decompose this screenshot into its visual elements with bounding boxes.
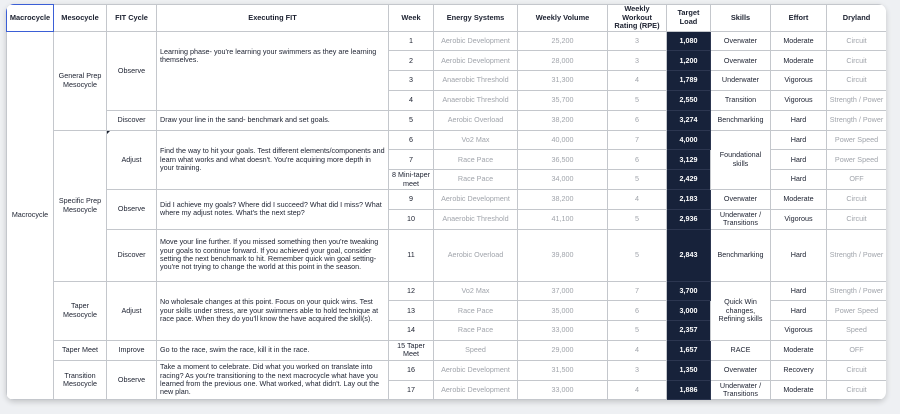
load-cell[interactable]: 1,350 [667,360,711,380]
mesocycle-taper[interactable]: Taper Mesocycle [54,281,107,340]
week-cell[interactable]: 16 [389,360,434,380]
skills-cell[interactable]: Benchmarking [711,110,771,130]
header-dryland[interactable]: Dryland [827,5,887,32]
skills-cell[interactable]: Underwater [711,71,771,91]
rpe-cell[interactable]: 5 [608,170,667,190]
volume-cell[interactable]: 41,100 [518,209,608,229]
table-row[interactable] [7,31,887,51]
executing-fit-1[interactable]: Learning phase- you're learning your swimmers as they are learning themselves. [157,31,389,110]
energy-cell[interactable]: Race Pace [434,301,518,321]
effort-cell[interactable]: Moderate [771,340,827,360]
mesocycle-general-prep[interactable]: General Prep Mesocycle [54,31,107,130]
fit-observe-1[interactable]: Observe [107,31,157,110]
header-row [7,5,887,32]
rpe-cell[interactable]: 5 [608,229,667,281]
fit-cycle-table [6,4,886,400]
dryland-cell[interactable]: OFF [827,170,887,190]
rpe-cell[interactable]: 5 [608,209,667,229]
load-cell[interactable]: 1,080 [667,31,711,51]
fit-adjust-2[interactable]: Adjust [107,281,157,340]
effort-cell[interactable]: Vigorous [771,321,827,341]
dryland-cell[interactable]: Circuit [827,360,887,380]
effort-cell[interactable]: Moderate [771,380,827,400]
energy-cell[interactable]: Anaerobic Threshold [434,90,518,110]
skills-cell[interactable]: Benchmarking [711,229,771,281]
volume-cell[interactable]: 35,700 [518,90,608,110]
dryland-cell[interactable]: Circuit [827,31,887,51]
effort-cell[interactable]: Hard [771,170,827,190]
dryland-cell[interactable]: OFF [827,340,887,360]
dryland-cell[interactable]: Circuit [827,51,887,71]
week-cell[interactable]: 13 [389,301,434,321]
dryland-cell[interactable]: Strength / Power [827,281,887,301]
dryland-cell[interactable]: Circuit [827,380,887,400]
volume-cell[interactable]: 33,000 [518,380,608,400]
skills-cell[interactable]: Overwater [711,360,771,380]
table-row[interactable] [7,360,887,380]
table-row[interactable] [7,110,887,130]
skills-cell-quick-win[interactable]: Quick Win changes, Refining skills [711,281,771,340]
volume-cell[interactable]: 28,000 [518,51,608,71]
load-cell[interactable]: 2,429 [667,170,711,190]
effort-cell[interactable]: Moderate [771,31,827,51]
executing-fit-5[interactable]: Move your line further. If you missed something then you're tweaking your goals to continue forward. If you achieved your goal, consider setting the next benchmark to hit. Remember quick win goal setting- you're not trying to change the world at this point in the season. [157,229,389,281]
volume-cell[interactable]: 34,000 [518,170,608,190]
load-cell[interactable]: 3,000 [667,301,711,321]
rpe-cell[interactable]: 4 [608,71,667,91]
effort-cell[interactable]: Vigorous [771,90,827,110]
fit-cycle-table-card [6,4,886,400]
energy-cell[interactable]: Aerobic Development [434,189,518,209]
rpe-cell[interactable]: 5 [608,90,667,110]
load-cell[interactable]: 2,183 [667,189,711,209]
effort-cell[interactable]: Vigorous [771,209,827,229]
effort-cell[interactable]: Hard [771,110,827,130]
rpe-cell[interactable]: 4 [608,380,667,400]
header-week[interactable]: Week [389,5,434,32]
volume-cell[interactable]: 40,000 [518,130,608,150]
load-cell[interactable]: 3,700 [667,281,711,301]
week-cell[interactable]: 8 Mini-taper meet [389,170,434,190]
table-row[interactable] [7,189,887,209]
load-cell[interactable]: 1,789 [667,71,711,91]
week-cell[interactable]: 10 [389,209,434,229]
energy-cell[interactable]: Race Pace [434,170,518,190]
header-weekly-volume[interactable]: Weekly Volume [518,5,608,32]
mesocycle-transition[interactable]: Transition Mesocycle [54,360,107,400]
skills-cell[interactable]: Overwater [711,189,771,209]
header-rpe[interactable]: Weekly Workout Rating (RPE) [608,5,667,32]
dryland-cell[interactable]: Strength / Power [827,229,887,281]
rpe-cell[interactable]: 7 [608,130,667,150]
week-cell[interactable]: 12 [389,281,434,301]
skills-cell[interactable]: Overwater [711,51,771,71]
table-row[interactable] [7,340,887,360]
header-energy-systems[interactable]: Energy Systems [434,5,518,32]
mesocycle-taper-meet[interactable]: Taper Meet [54,340,107,360]
week-cell[interactable]: 11 [389,229,434,281]
effort-cell[interactable]: Hard [771,229,827,281]
executing-fit-3[interactable]: Find the way to hit your goals. Test different elements/components and learn what works and what doesn't. You're acquiring more depth in your training. [157,130,389,189]
rpe-cell[interactable]: 5 [608,321,667,341]
volume-cell[interactable]: 36,500 [518,150,608,170]
dryland-cell[interactable]: Power Speed [827,150,887,170]
energy-cell[interactable]: Aerobic Overload [434,110,518,130]
executing-fit-6[interactable]: No wholesale changes at this point. Focus on your quick wins. Test your skills under stress, are your swimmers able to hold technique at race pace. When they do you'll know the have acquired the skill(s). [157,281,389,340]
load-cell[interactable]: 2,550 [667,90,711,110]
effort-cell[interactable]: Recovery [771,360,827,380]
rpe-cell[interactable]: 6 [608,301,667,321]
executing-fit-2[interactable]: Draw your line in the sand- benchmark and set goals. [157,110,389,130]
energy-cell[interactable]: Vo2 Max [434,130,518,150]
effort-cell[interactable]: Moderate [771,189,827,209]
table-row[interactable] [7,229,887,281]
energy-cell[interactable]: Aerobic Development [434,380,518,400]
dryland-cell[interactable]: Circuit [827,189,887,209]
load-cell[interactable]: 1,886 [667,380,711,400]
load-cell[interactable]: 1,657 [667,340,711,360]
skills-cell-foundational[interactable]: Foundational skills [711,130,771,189]
energy-cell[interactable]: Anaerobic Threshold [434,71,518,91]
header-mesocycle[interactable]: Mesocycle [54,5,107,32]
load-cell[interactable]: 2,936 [667,209,711,229]
dryland-cell[interactable]: Circuit [827,71,887,91]
week-cell[interactable]: 15 Taper Meet [389,340,434,360]
rpe-cell[interactable]: 7 [608,281,667,301]
dryland-cell[interactable]: Strength / Power [827,110,887,130]
executing-fit-7[interactable]: Go to the race, swim the race, kill it in the race. [157,340,389,360]
load-cell[interactable]: 1,200 [667,51,711,71]
table-row[interactable] [7,130,887,150]
effort-cell[interactable]: Hard [771,281,827,301]
effort-cell[interactable]: Hard [771,130,827,150]
rpe-cell[interactable]: 6 [608,110,667,130]
header-target-load[interactable]: Target Load [667,5,711,32]
header-fit-cycle[interactable]: FIT Cycle [107,5,157,32]
week-cell[interactable]: 9 [389,189,434,209]
effort-cell[interactable]: Hard [771,301,827,321]
volume-cell[interactable]: 38,200 [518,110,608,130]
skills-cell[interactable]: Underwater / Transitions [711,209,771,229]
mesocycle-specific-prep[interactable]: Specific Prep Mesocycle [54,130,107,281]
volume-cell[interactable]: 29,000 [518,340,608,360]
rpe-cell[interactable]: 3 [608,51,667,71]
week-cell[interactable]: 14 [389,321,434,341]
effort-cell[interactable]: Hard [771,150,827,170]
dryland-cell[interactable]: Power Speed [827,301,887,321]
fit-improve[interactable]: Improve [107,340,157,360]
skills-cell[interactable]: Underwater / Transitions [711,380,771,400]
dryland-cell[interactable]: Speed [827,321,887,341]
skills-cell[interactable]: RACE [711,340,771,360]
dryland-cell[interactable]: Strength / Power [827,90,887,110]
volume-cell[interactable]: 35,000 [518,301,608,321]
load-cell[interactable]: 3,274 [667,110,711,130]
energy-cell[interactable]: Anaerobic Threshold [434,209,518,229]
fit-adjust-1[interactable]: Adjust [107,130,157,189]
volume-cell[interactable]: 37,000 [518,281,608,301]
effort-cell[interactable]: Vigorous [771,71,827,91]
header-macrocycle[interactable]: Macrocycle [7,5,54,32]
header-effort[interactable]: Effort [771,5,827,32]
energy-cell[interactable]: Race Pace [434,321,518,341]
energy-cell[interactable]: Race Pace [434,150,518,170]
rpe-cell[interactable]: 3 [608,31,667,51]
week-cell[interactable]: 1 [389,31,434,51]
volume-cell[interactable]: 39,800 [518,229,608,281]
energy-cell[interactable]: Aerobic Development [434,31,518,51]
header-executing-fit[interactable]: Executing FIT [157,5,389,32]
fit-observe-2[interactable]: Observe [107,189,157,229]
week-cell[interactable]: 3 [389,71,434,91]
volume-cell[interactable]: 38,200 [518,189,608,209]
load-cell[interactable]: 2,357 [667,321,711,341]
dryland-cell[interactable]: Power Speed [827,130,887,150]
fit-discover-2[interactable]: Discover [107,229,157,281]
load-cell[interactable]: 4,000 [667,130,711,150]
energy-cell[interactable]: Aerobic Development [434,51,518,71]
week-cell[interactable]: 4 [389,90,434,110]
header-skills[interactable]: Skills [711,5,771,32]
week-cell[interactable]: 7 [389,150,434,170]
rpe-cell[interactable]: 4 [608,189,667,209]
load-cell[interactable]: 3,129 [667,150,711,170]
dryland-cell[interactable]: Circuit [827,209,887,229]
load-cell[interactable]: 2,843 [667,229,711,281]
skills-cell[interactable]: Transition [711,90,771,110]
volume-cell[interactable]: 31,300 [518,71,608,91]
fit-discover-1[interactable]: Discover [107,110,157,130]
week-cell[interactable]: 17 [389,380,434,400]
volume-cell[interactable]: 31,500 [518,360,608,380]
rpe-cell[interactable]: 6 [608,150,667,170]
fit-observe-3[interactable]: Observe [107,360,157,400]
skills-cell[interactable]: Overwater [711,31,771,51]
energy-cell[interactable]: Aerobic Development [434,360,518,380]
executing-fit-4[interactable]: Did I achieve my goals? Where did I succeed? What did I miss? What where my adjust notes. What's the next step? [157,189,389,229]
week-cell[interactable]: 5 [389,110,434,130]
week-cell[interactable]: 6 [389,130,434,150]
rpe-cell[interactable]: 4 [608,340,667,360]
energy-cell[interactable]: Speed [434,340,518,360]
volume-cell[interactable]: 33,000 [518,321,608,341]
executing-fit-8[interactable]: Take a moment to celebrate. Did what you worked on translate into racing? As you're transitioning to the next macrocycle what have you learned from the previous one. What worked, what didn't. Lay out the new plan. [157,360,389,400]
rpe-cell[interactable]: 3 [608,360,667,380]
macrocycle-cell[interactable]: Macrocycle [7,31,54,400]
energy-cell[interactable]: Aerobic Overload [434,229,518,281]
volume-cell[interactable]: 25,200 [518,31,608,51]
energy-cell[interactable]: Vo2 Max [434,281,518,301]
effort-cell[interactable]: Moderate [771,51,827,71]
week-cell[interactable]: 2 [389,51,434,71]
table-row[interactable] [7,281,887,301]
